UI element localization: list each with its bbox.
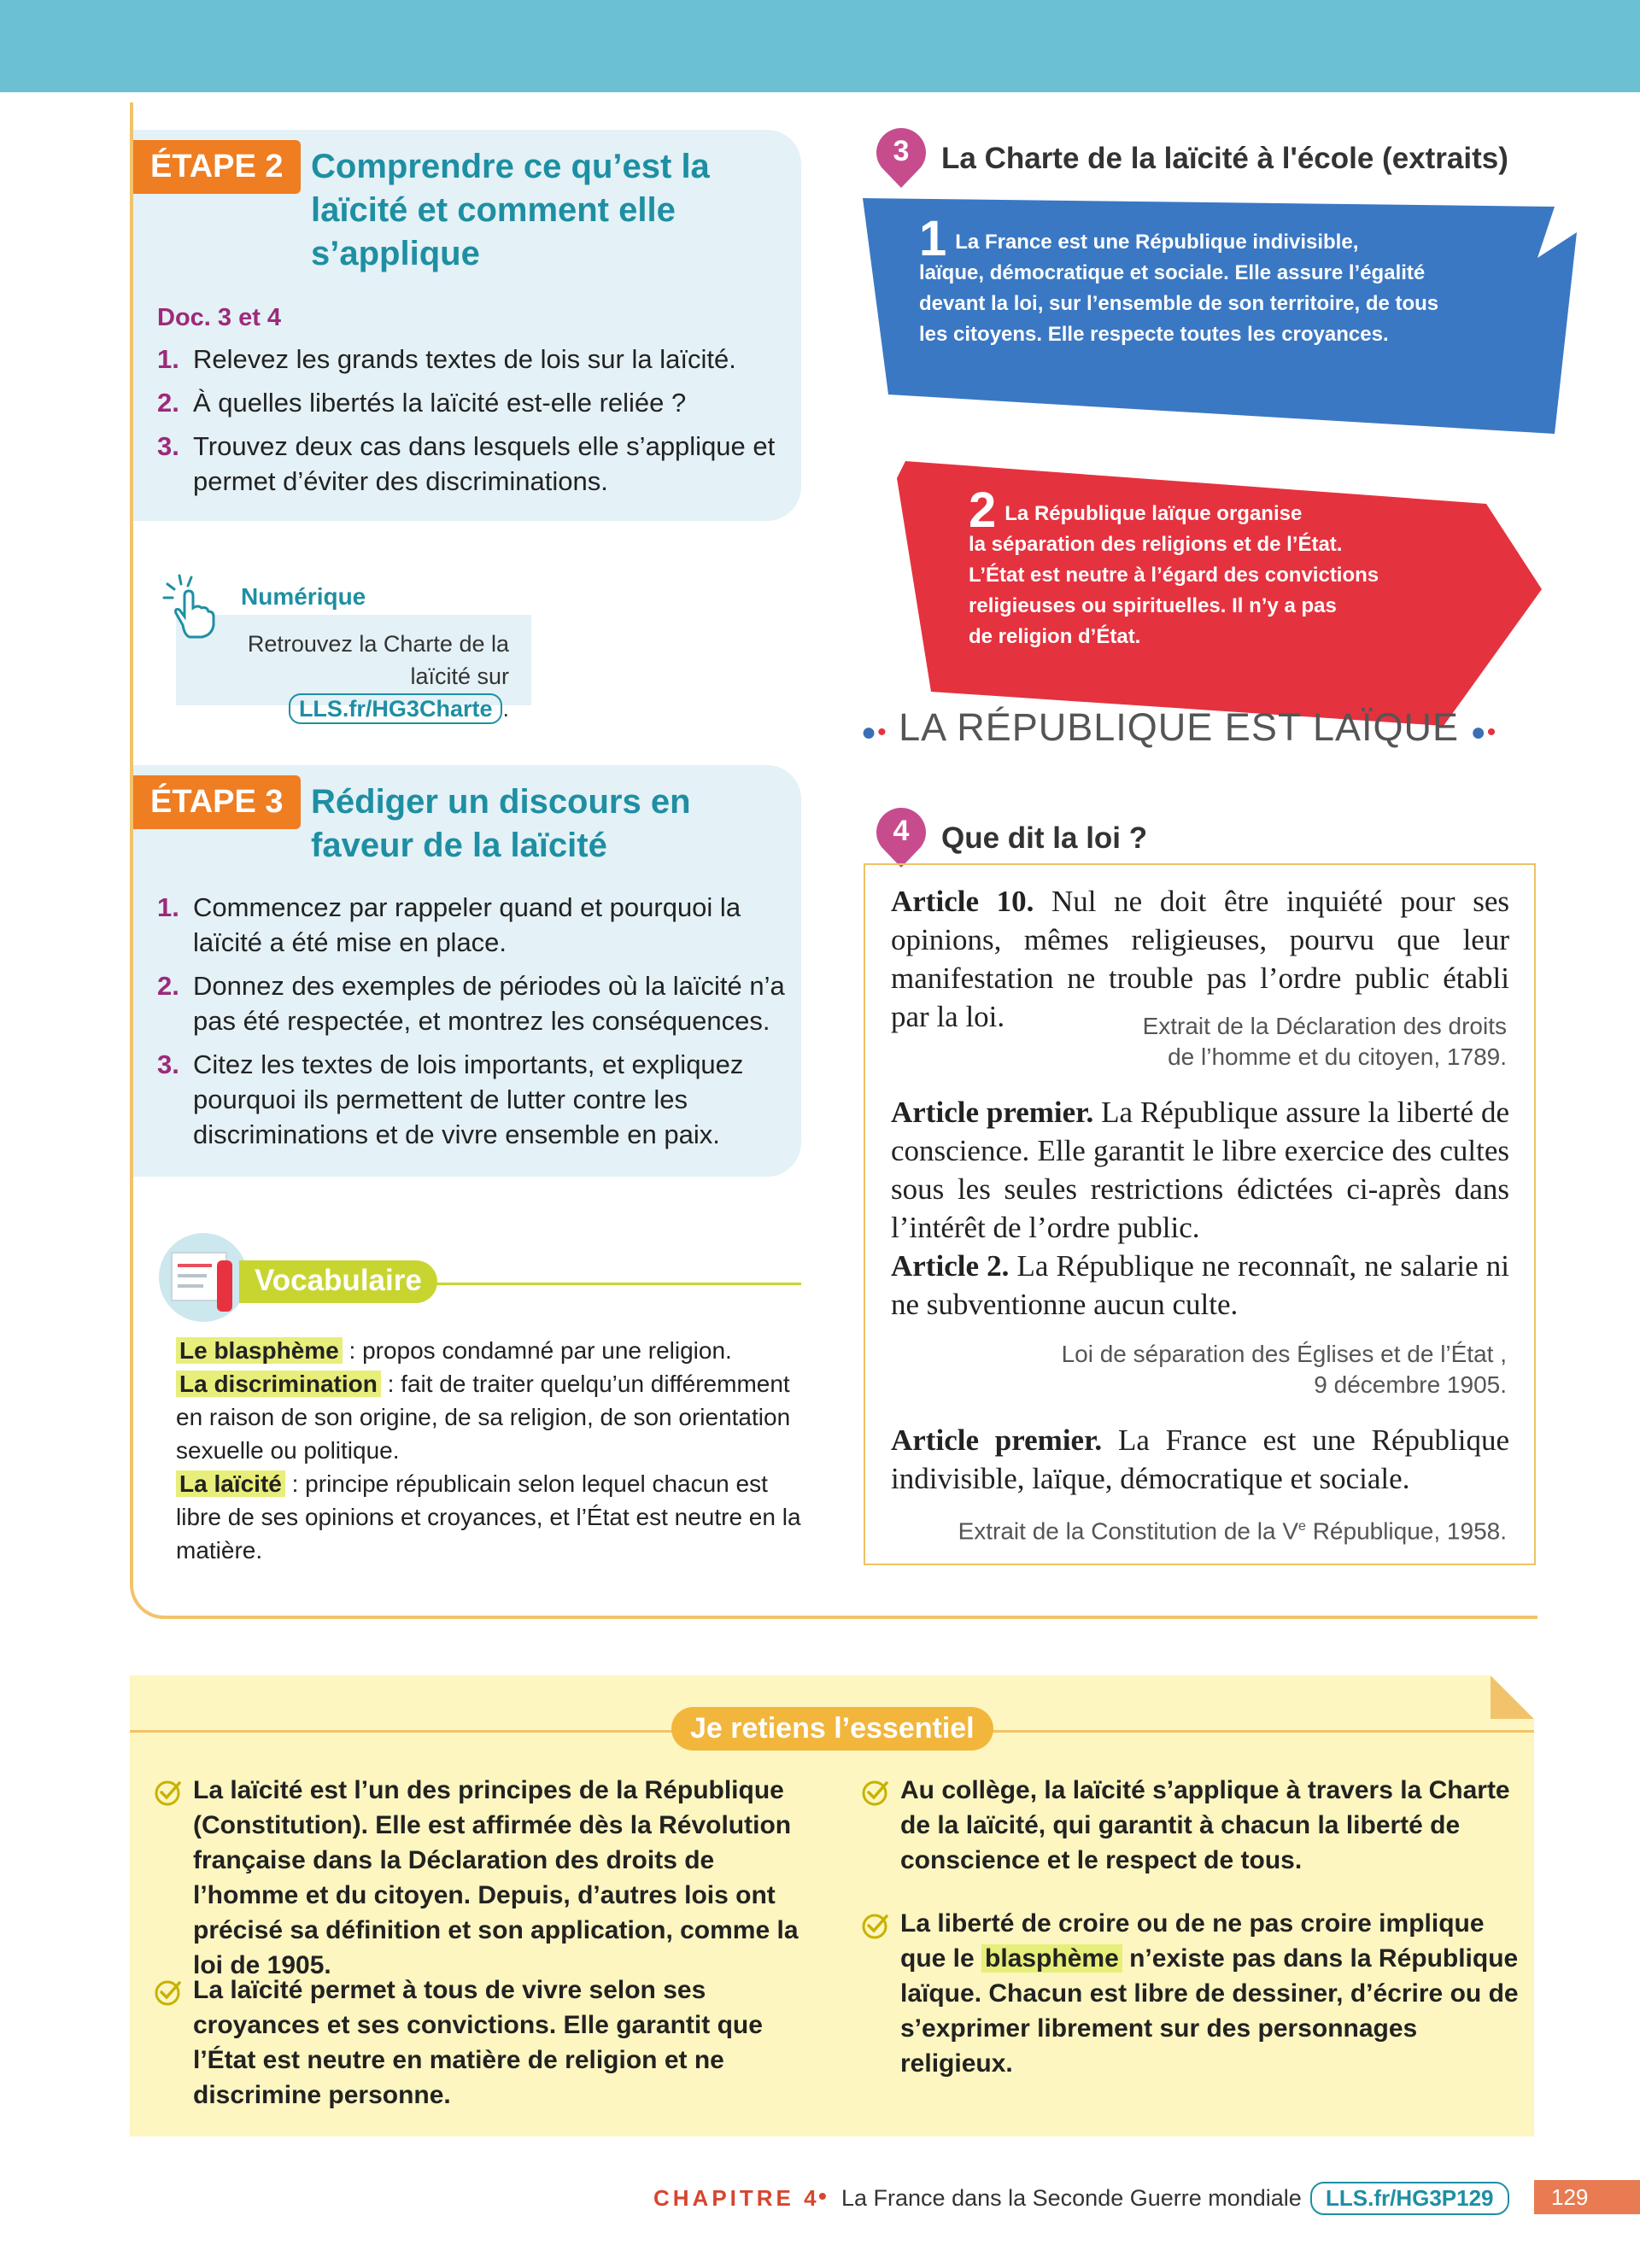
republique-slogan: ●• LA RÉPUBLIQUE EST LAÏQUE ●• xyxy=(861,705,1497,749)
doc4-badge-num: 4 xyxy=(893,815,910,847)
essentiel-item: La laïcité est l’un des principes de la République (Constitution). Elle est affirmée dès la Révolution française dans la Déclaration des droits de l’homme et du citoyen. Depuis, d’autres lois ont précisé sa définition et son application, comme la loi de 1905. xyxy=(193,1776,799,1979)
vocab-entry: La laïcité : principe républicain selon lequel chacun est libre de ses opinions et croyances, et l’État est neutre en la matière. xyxy=(176,1470,801,1564)
charte-link[interactable]: LLS.fr/HG3Charte xyxy=(289,693,503,724)
check-icon xyxy=(154,1978,183,2007)
law-article-10: Article 10. Nul ne doit être inquiété pour ses opinions, mêmes religieuses, pourvu que leur manifestation ne trouble pas l’ordre public établi par la loi. xyxy=(891,885,1510,1033)
document-line-icon xyxy=(178,1284,203,1288)
numerique-label: Numérique xyxy=(241,583,366,610)
marker-icon xyxy=(217,1260,232,1312)
vocabulaire-rule xyxy=(427,1283,801,1285)
essentiel-item: La liberté de croire ou de ne pas croire implique que le blasphème n’existe pas dans la République laïque. Chacun est libre de dessiner, d’écrire ou de s’exprimer librement sur des personnages religieux. xyxy=(900,1909,1519,2078)
document-line-icon xyxy=(178,1264,212,1267)
question-item: 3. Citez les textes de lois importants, et expliquez pourquoi ils permettent de lutter contre les discriminations et de vivre ensemble en paix. xyxy=(157,1049,744,1149)
footer-chapter: CHAPITRE 4 xyxy=(653,2185,820,2211)
question-item: 2. À quelles libertés la laïcité est-elle reliée ? xyxy=(157,388,687,418)
etape2-box xyxy=(133,130,801,521)
vocabulaire-label: Vocabulaire xyxy=(239,1260,437,1303)
law-source-1789: Extrait de la Déclaration des droits de l’homme et du citoyen, 1789. xyxy=(1142,1013,1507,1070)
page-corner-icon xyxy=(1491,1675,1534,1719)
etape2-questions xyxy=(157,342,789,507)
doc4-title: Que dit la loi ? xyxy=(941,821,1148,855)
doc3-badge-num: 3 xyxy=(893,135,910,167)
page-number: 129 xyxy=(1534,2180,1640,2214)
check-icon xyxy=(154,1778,183,1807)
law-source-1958: Extrait de la Constitution de la Ve République, 1958. xyxy=(958,1517,1507,1545)
etape2-title: Comprendre ce qu’est la laïcité et comment elle s’applique xyxy=(311,148,710,272)
document-line-icon xyxy=(178,1274,207,1277)
top-band xyxy=(0,0,1640,92)
etape3-box xyxy=(133,765,801,1177)
vocabulaire-body xyxy=(176,1334,808,1567)
etape2-tag: ÉTAPE 2 xyxy=(133,140,301,194)
numerique-text: Retrouvez la Charte de la laïcité sur LLS.fr/HG3Charte . xyxy=(193,628,509,725)
footer-title: La France dans la Seconde Guerre mondiale xyxy=(841,2185,1302,2211)
law-1905-article-1: Article premier. La République assure la liberté de conscience. Elle garantit le libre exercice des cultes sous les seules restrictions édictées ci-après dans l’intérêt de l’ordre public. xyxy=(891,1096,1510,1244)
vocab-entry: La discrimination : fait de traiter quelqu’un différemment en raison de son origine, de sa religion, de son orientation sexuelle ou politique. xyxy=(176,1371,791,1464)
charte-article-2: 2 La République laïque organise la séparation des religions et de l’État. L’État est neutre à l’égard des convictions religieuses ou spirituelles. Il n’y a pas de religion d’État. xyxy=(969,482,1379,648)
question-item: 1. Relevez les grands textes de lois sur la laïcité. xyxy=(157,344,736,374)
doc3-title: La Charte de la laïcité à l'école (extraits) xyxy=(941,142,1508,175)
footer-bullet: • xyxy=(818,2183,827,2209)
law-source-1905: Loi de séparation des Églises et de l’État , 9 décembre 1905. xyxy=(1061,1341,1507,1398)
check-icon xyxy=(861,1778,890,1807)
footer-link[interactable]: LLS.fr/HG3P129 xyxy=(1310,2182,1509,2215)
charte-article-1: 1 La France est une République indivisible, laïque, démocratique et sociale. Elle assure l’égalité devant la loi, sur l’ensemble de son territoire, de tous les citoyens. Elle respecte toutes les croyances. xyxy=(919,211,1439,346)
etape3-tag: ÉTAPE 3 xyxy=(133,775,301,829)
law-1905-article-2: Article 2. La République ne reconnaît, ne salarie ni ne subventionne aucun culte. xyxy=(891,1249,1510,1321)
etape3-title: Rédiger un discours en faveur de la laïcité xyxy=(311,783,691,864)
question-item: 3. Trouvez deux cas dans lesquels elle s’applique et permet d’éviter des discriminations. xyxy=(157,431,776,496)
question-item: 1. Commencez par rappeler quand et pourquoi la laïcité a été mise en place. xyxy=(157,892,741,957)
vocab-entry: Le blasphème : propos condamné par une religion. xyxy=(176,1334,808,1367)
essentiel-label: Je retiens l’essentiel xyxy=(671,1707,993,1751)
question-item: 2. Donnez des exemples de périodes où la laïcité n’a pas été respectée, et montrez les conséquences. xyxy=(157,971,785,1036)
etape3-questions xyxy=(157,890,789,1160)
essentiel-item: Au collège, la laïcité s’applique à travers la Charte de la laïcité, qui garantit à chacun la liberté de conscience et le respect de tous. xyxy=(900,1776,1510,1874)
etape2-doc-ref: Doc. 3 et 4 xyxy=(157,304,282,331)
essentiel-item: La laïcité permet à tous de vivre selon ses croyances et ses convictions. Elle garantit que l’État est neutre en matière de religion et ne discrimine personne. xyxy=(193,1976,763,2109)
check-icon xyxy=(861,1911,890,1940)
law-constitution-article-1: Article premier. La France est une République indivisible, laïque, démocratique et sociale. xyxy=(891,1423,1509,1495)
